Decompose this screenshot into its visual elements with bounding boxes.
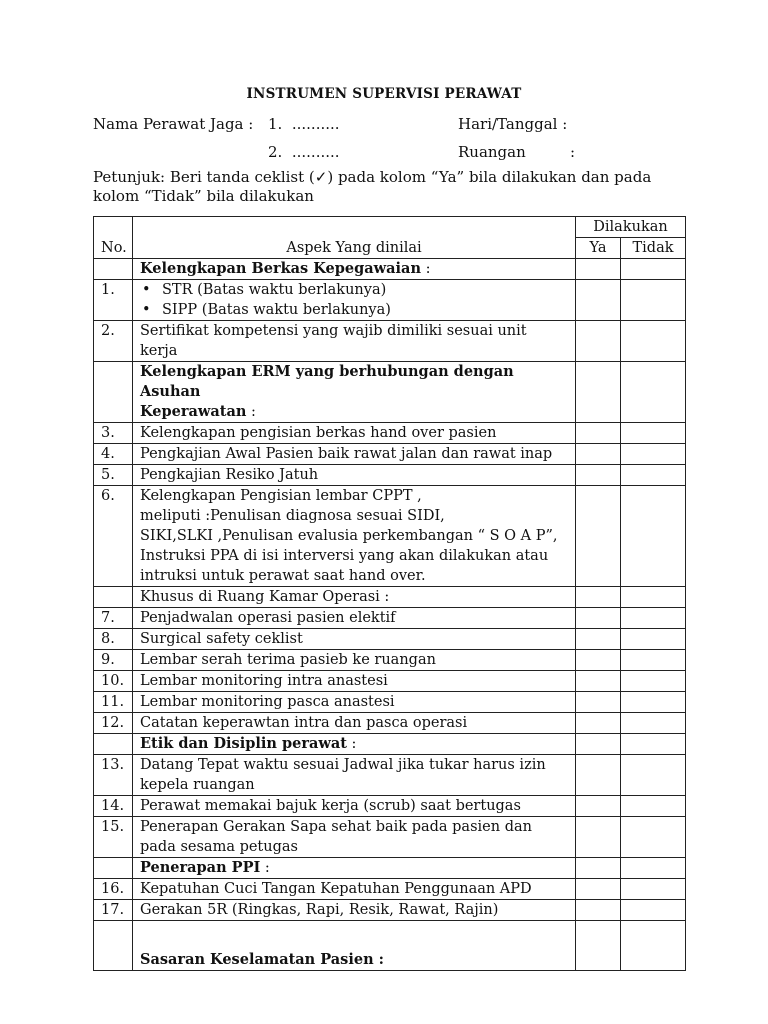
table-row bbox=[94, 796, 686, 817]
checkbox-cell-ya[interactable] bbox=[576, 755, 621, 796]
row-aspect bbox=[133, 671, 576, 692]
checkbox-cell-tidak[interactable] bbox=[621, 671, 686, 692]
table-row bbox=[94, 900, 686, 921]
row-number: 12. bbox=[94, 713, 133, 734]
checkbox-cell-tidak[interactable] bbox=[621, 629, 686, 650]
checkbox-cell-tidak[interactable] bbox=[621, 423, 686, 444]
supervision-table bbox=[93, 216, 686, 971]
row-aspect bbox=[133, 692, 576, 713]
checkbox-cell-tidak[interactable] bbox=[621, 858, 686, 879]
section-colon: : bbox=[260, 860, 270, 876]
aspect-line: Lembar monitoring pasca anastesi bbox=[140, 694, 395, 710]
table-row bbox=[94, 280, 686, 321]
section-heading-cont: Keperawatan bbox=[140, 403, 247, 420]
checkbox-cell-ya[interactable] bbox=[576, 713, 621, 734]
col-header-tidak: Tidak bbox=[621, 238, 686, 259]
row-number: 4. bbox=[94, 444, 133, 465]
checkbox-cell-tidak[interactable] bbox=[621, 444, 686, 465]
checkbox-cell-ya[interactable] bbox=[576, 921, 621, 971]
table-row bbox=[94, 486, 686, 587]
row-number bbox=[94, 858, 133, 879]
row-aspect bbox=[133, 796, 576, 817]
table-row bbox=[94, 921, 686, 971]
checkbox-cell-tidak[interactable] bbox=[621, 362, 686, 423]
aspect-line: Kepatuhan Cuci Tangan Kepatuhan Penggunaan APD bbox=[140, 881, 532, 897]
col-header-no: No. bbox=[94, 217, 133, 259]
row-number: 9. bbox=[94, 650, 133, 671]
row-number: 10. bbox=[94, 671, 133, 692]
row-number bbox=[94, 587, 133, 608]
table-row bbox=[94, 444, 686, 465]
row-aspect bbox=[133, 879, 576, 900]
row-aspect bbox=[133, 259, 576, 280]
col-header-dilakukan: Dilakukan bbox=[576, 217, 686, 238]
row-aspect bbox=[133, 755, 576, 796]
row-number: 1. bbox=[94, 280, 133, 321]
checkbox-cell-tidak[interactable] bbox=[621, 734, 686, 755]
row-number: 8. bbox=[94, 629, 133, 650]
section-colon: : bbox=[246, 404, 256, 420]
row-aspect bbox=[133, 321, 576, 362]
section-heading: Sasaran Keselamatan Pasien : bbox=[140, 951, 385, 968]
table-row bbox=[94, 671, 686, 692]
row-aspect bbox=[133, 921, 576, 971]
aspect-line: kerja bbox=[140, 343, 178, 359]
table-row bbox=[94, 587, 686, 608]
checkbox-cell-tidak[interactable] bbox=[621, 608, 686, 629]
aspect-line: intruksi untuk perawat saat hand over. bbox=[140, 568, 426, 584]
table-row bbox=[94, 321, 686, 362]
checkbox-cell-ya[interactable] bbox=[576, 650, 621, 671]
row-aspect bbox=[133, 817, 576, 858]
checkbox-cell-ya[interactable] bbox=[576, 465, 621, 486]
checkbox-cell-tidak[interactable] bbox=[621, 796, 686, 817]
aspect-line: SIKI,SLKI ,Penulisan evalusia perkembangan “ S O A P”, bbox=[140, 528, 558, 544]
document-title: INSTRUMEN SUPERVISI PERAWAT bbox=[246, 86, 522, 102]
row-number bbox=[94, 734, 133, 755]
table-row bbox=[94, 650, 686, 671]
table-row bbox=[94, 692, 686, 713]
checkbox-cell-ya[interactable] bbox=[576, 321, 621, 362]
checkbox-cell-ya[interactable] bbox=[576, 629, 621, 650]
aspect-line: Lembar monitoring intra anastesi bbox=[140, 673, 388, 689]
checkbox-cell-ya[interactable] bbox=[576, 879, 621, 900]
checkbox-cell-ya[interactable] bbox=[576, 900, 621, 921]
row-aspect bbox=[133, 629, 576, 650]
row-number: 14. bbox=[94, 796, 133, 817]
aspect-line: Penerapan Gerakan Sapa sehat baik pada pasien dan bbox=[140, 819, 532, 835]
aspect-line: kepela ruangan bbox=[140, 777, 255, 793]
aspect-line: Pengkajian Awal Pasien baik rawat jalan dan rawat inap bbox=[140, 446, 553, 462]
section-heading: Kelengkapan ERM yang berhubungan dengan Asuhan bbox=[140, 363, 514, 400]
row-number: 6. bbox=[94, 486, 133, 587]
row-number: 3. bbox=[94, 423, 133, 444]
row-aspect bbox=[133, 900, 576, 921]
table-row bbox=[94, 817, 686, 858]
checkbox-cell-ya[interactable] bbox=[576, 423, 621, 444]
bullet-item: • SIPP (Batas waktu berlakunya) bbox=[140, 300, 575, 320]
checkbox-cell-ya[interactable] bbox=[576, 858, 621, 879]
row-number: 16. bbox=[94, 879, 133, 900]
row-aspect bbox=[133, 444, 576, 465]
checkbox-cell-tidak[interactable] bbox=[621, 879, 686, 900]
row-number: 15. bbox=[94, 817, 133, 858]
aspect-line: Sertifikat kompetensi yang wajib dimiliki sesuai unit bbox=[140, 323, 527, 339]
table-row bbox=[94, 713, 686, 734]
table-row bbox=[94, 734, 686, 755]
row-aspect bbox=[133, 423, 576, 444]
nurse-name-label: Nama Perawat Jaga : bbox=[93, 115, 254, 133]
aspect-line: Kelengkapan Pengisian lembar CPPT , bbox=[140, 488, 422, 504]
checkbox-cell-tidak[interactable] bbox=[621, 817, 686, 858]
row-aspect bbox=[133, 486, 576, 587]
checkbox-cell-tidak[interactable] bbox=[621, 921, 686, 971]
section-heading: Penerapan PPI bbox=[140, 859, 261, 876]
checkbox-cell-ya[interactable] bbox=[576, 280, 621, 321]
row-number bbox=[94, 921, 133, 971]
aspect-line: Datang Tepat waktu sesuai Jadwal jika tukar harus izin bbox=[140, 757, 546, 773]
row-aspect bbox=[133, 713, 576, 734]
aspect-line: Kelengkapan pengisian berkas hand over pasien bbox=[140, 425, 497, 441]
row-aspect bbox=[133, 362, 576, 423]
checkbox-cell-ya[interactable] bbox=[576, 734, 621, 755]
checkbox-cell-tidak[interactable] bbox=[621, 587, 686, 608]
row-aspect bbox=[133, 858, 576, 879]
row-number: 13. bbox=[94, 755, 133, 796]
checkbox-cell-ya[interactable] bbox=[576, 817, 621, 858]
date-label: Hari/Tanggal : bbox=[458, 115, 568, 133]
aspect-line: Khusus di Ruang Kamar Operasi : bbox=[140, 589, 390, 605]
table-row bbox=[94, 858, 686, 879]
aspect-line: Instruksi PPA di isi interversi yang akan dilakukan atau bbox=[140, 548, 549, 564]
checkbox-cell-ya[interactable] bbox=[576, 608, 621, 629]
row-aspect bbox=[133, 465, 576, 486]
checkbox-cell-ya[interactable] bbox=[576, 796, 621, 817]
instruction-text bbox=[93, 168, 693, 206]
checkbox-cell-ya[interactable] bbox=[576, 671, 621, 692]
section-heading: Kelengkapan Berkas Kepegawaian bbox=[140, 260, 421, 277]
bullet-list bbox=[140, 280, 575, 320]
checkbox-cell-tidak[interactable] bbox=[621, 650, 686, 671]
nurse-name-2: 2. .......... bbox=[268, 143, 340, 161]
checkbox-cell-ya[interactable] bbox=[576, 444, 621, 465]
room-colon: : bbox=[570, 143, 576, 161]
col-header-aspek: Aspek Yang dinilai bbox=[133, 217, 576, 259]
row-aspect bbox=[133, 650, 576, 671]
aspect-line: Pengkajian Resiko Jatuh bbox=[140, 467, 319, 483]
checkbox-cell-tidak[interactable] bbox=[621, 900, 686, 921]
checkbox-cell-tidak[interactable] bbox=[621, 486, 686, 587]
aspect-line: meliputi :Penulisan diagnosa sesuai SIDI, bbox=[140, 508, 445, 524]
instruction-line-1: Petunjuk: Beri tanda ceklist (✓) pada kolom “Ya” bila dilakukan dan pada bbox=[93, 168, 652, 186]
row-aspect bbox=[133, 608, 576, 629]
row-aspect bbox=[133, 587, 576, 608]
row-aspect bbox=[133, 734, 576, 755]
table-row bbox=[94, 362, 686, 423]
aspect-line: Penjadwalan operasi pasien elektif bbox=[140, 610, 396, 626]
row-number bbox=[94, 259, 133, 280]
room-label: Ruangan bbox=[458, 143, 526, 161]
row-number bbox=[94, 362, 133, 423]
bullet-item: • STR (Batas waktu berlakunya) bbox=[140, 280, 575, 300]
table-body bbox=[94, 259, 686, 971]
aspect-line: Perawat memakai bajuk kerja (scrub) saat bertugas bbox=[140, 798, 521, 814]
section-colon: : bbox=[346, 736, 357, 752]
table-row bbox=[94, 608, 686, 629]
aspect-line: Surgical safety ceklist bbox=[140, 631, 303, 647]
aspect-line: pada sesama petugas bbox=[140, 839, 298, 855]
instruction-line-2: kolom “Tidak” bila dilakukan bbox=[93, 187, 314, 205]
section-colon: : bbox=[421, 261, 431, 277]
checkbox-cell-ya[interactable] bbox=[576, 259, 621, 280]
row-number: 17. bbox=[94, 900, 133, 921]
table-row bbox=[94, 423, 686, 444]
col-header-ya: Ya bbox=[576, 238, 621, 259]
checkbox-cell-ya[interactable] bbox=[576, 486, 621, 587]
checkbox-cell-ya[interactable] bbox=[576, 362, 621, 423]
checkbox-cell-tidak[interactable] bbox=[621, 259, 686, 280]
checkbox-cell-tidak[interactable] bbox=[621, 755, 686, 796]
checkbox-cell-tidak[interactable] bbox=[621, 713, 686, 734]
checkbox-cell-tidak[interactable] bbox=[621, 280, 686, 321]
row-number: 2. bbox=[94, 321, 133, 362]
table-row bbox=[94, 755, 686, 796]
table-row bbox=[94, 465, 686, 486]
checkbox-cell-ya[interactable] bbox=[576, 587, 621, 608]
checkbox-cell-ya[interactable] bbox=[576, 692, 621, 713]
row-aspect bbox=[133, 280, 576, 321]
table-row bbox=[94, 629, 686, 650]
checkbox-cell-tidak[interactable] bbox=[621, 692, 686, 713]
section-heading: Etik dan Disiplin perawat bbox=[140, 735, 347, 752]
row-number: 7. bbox=[94, 608, 133, 629]
aspect-line: Lembar serah terima pasieb ke ruangan bbox=[140, 652, 436, 668]
row-number: 5. bbox=[94, 465, 133, 486]
aspect-line: Gerakan 5R (Ringkas, Rapi, Resik, Rawat, Rajin) bbox=[140, 902, 499, 918]
nurse-name-1: 1. .......... bbox=[268, 115, 340, 133]
checkbox-cell-tidak[interactable] bbox=[621, 321, 686, 362]
aspect-line: Catatan keperawtan intra dan pasca operasi bbox=[140, 715, 468, 731]
checkbox-cell-tidak[interactable] bbox=[621, 465, 686, 486]
row-number: 11. bbox=[94, 692, 133, 713]
table-row bbox=[94, 259, 686, 280]
table-row bbox=[94, 879, 686, 900]
